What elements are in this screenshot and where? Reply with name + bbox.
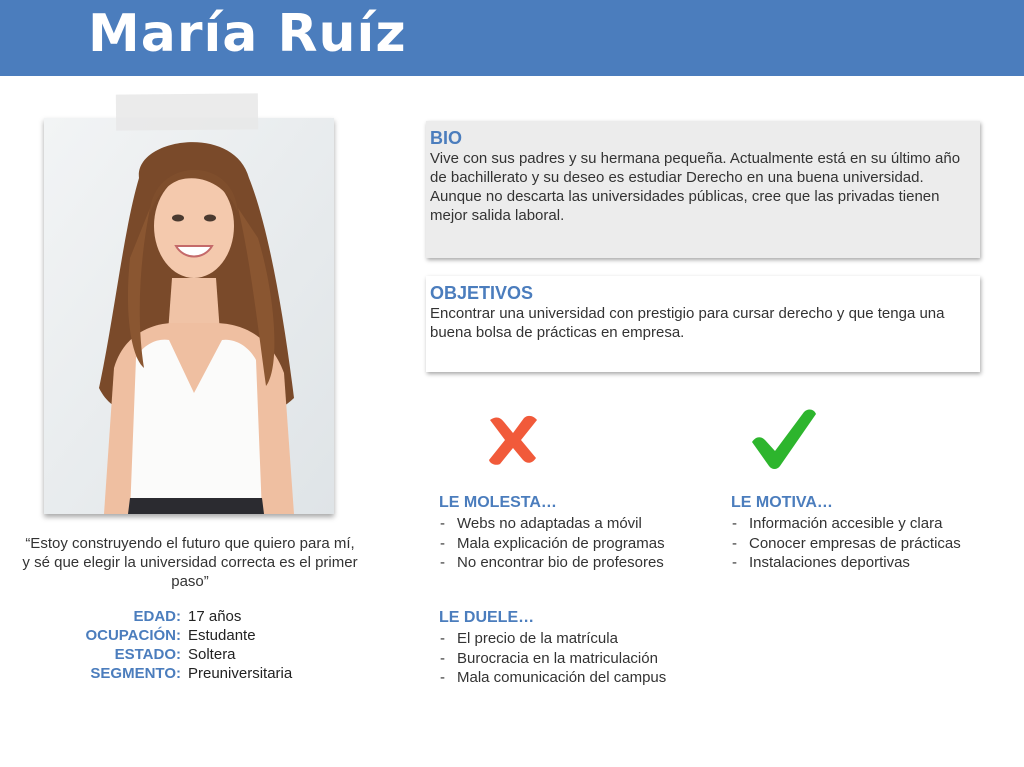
duele-title: LE DUELE… bbox=[439, 609, 535, 626]
fact-label: OCUPACIÓN: bbox=[85, 627, 181, 644]
fact-row-estado bbox=[40, 645, 292, 664]
fact-value: 17 años bbox=[188, 608, 242, 625]
fact-label: ESTADO: bbox=[114, 646, 181, 663]
duele-section bbox=[439, 608, 666, 688]
fact-row-edad bbox=[40, 607, 292, 626]
objetivos-text: Encontrar una universidad con prestigio para cursar derecho y que tenga una buena bolsa de prácticas en empresa. bbox=[430, 305, 945, 341]
motiva-section bbox=[731, 493, 961, 573]
cross-icon bbox=[482, 408, 544, 470]
list-item: - Mala explicación de programas bbox=[439, 534, 665, 554]
list-item: - Webs no adaptadas a móvil bbox=[439, 514, 665, 534]
bio-card bbox=[426, 121, 980, 258]
persona-name: María Ruíz bbox=[88, 4, 407, 64]
check-icon bbox=[748, 406, 818, 470]
list-item: - Burocracia en la matriculación bbox=[439, 649, 666, 669]
photo-tape bbox=[116, 93, 258, 130]
list-item: - Instalaciones deportivas bbox=[731, 553, 961, 573]
list-item: - El precio de la matrícula bbox=[439, 629, 666, 649]
fact-value: Estudante bbox=[188, 627, 256, 644]
persona-quote: “Estoy construyendo el futuro que quiero para mí, y sé que elegir la universidad correcta es el primer paso” bbox=[22, 535, 358, 590]
fact-row-segmento bbox=[40, 664, 292, 683]
bio-text: Vive con sus padres y su hermana pequeña. Actualmente está en su último año de bachillerato y su deseo es estudiar Derecho en una buena universidad. Aunque no descarta las universidades públicas, cree que las privadas tienen mejor salida laboral. bbox=[430, 150, 961, 224]
fact-label: SEGMENTO: bbox=[90, 665, 181, 682]
molesta-title: LE MOLESTA… bbox=[439, 494, 557, 511]
objetivos-card bbox=[426, 276, 980, 372]
fact-label: EDAD: bbox=[133, 608, 181, 625]
persona-facts bbox=[40, 607, 292, 683]
list-item: - No encontrar bio de profesores bbox=[439, 553, 665, 573]
fact-value: Soltera bbox=[188, 646, 236, 663]
list-item: - Información accesible y clara bbox=[731, 514, 961, 534]
bio-title: BIO bbox=[430, 128, 463, 148]
header-bar bbox=[0, 0, 1024, 76]
list-item: - Conocer empresas de prácticas bbox=[731, 534, 961, 554]
list-item: - Mala comunicación del campus bbox=[439, 668, 666, 688]
molesta-section bbox=[439, 493, 665, 573]
objetivos-title: OBJETIVOS bbox=[430, 283, 534, 303]
persona-photo bbox=[44, 118, 334, 514]
fact-row-ocupacion bbox=[40, 626, 292, 645]
fact-value: Preuniversitaria bbox=[188, 665, 293, 682]
motiva-title: LE MOTIVA… bbox=[731, 494, 833, 511]
